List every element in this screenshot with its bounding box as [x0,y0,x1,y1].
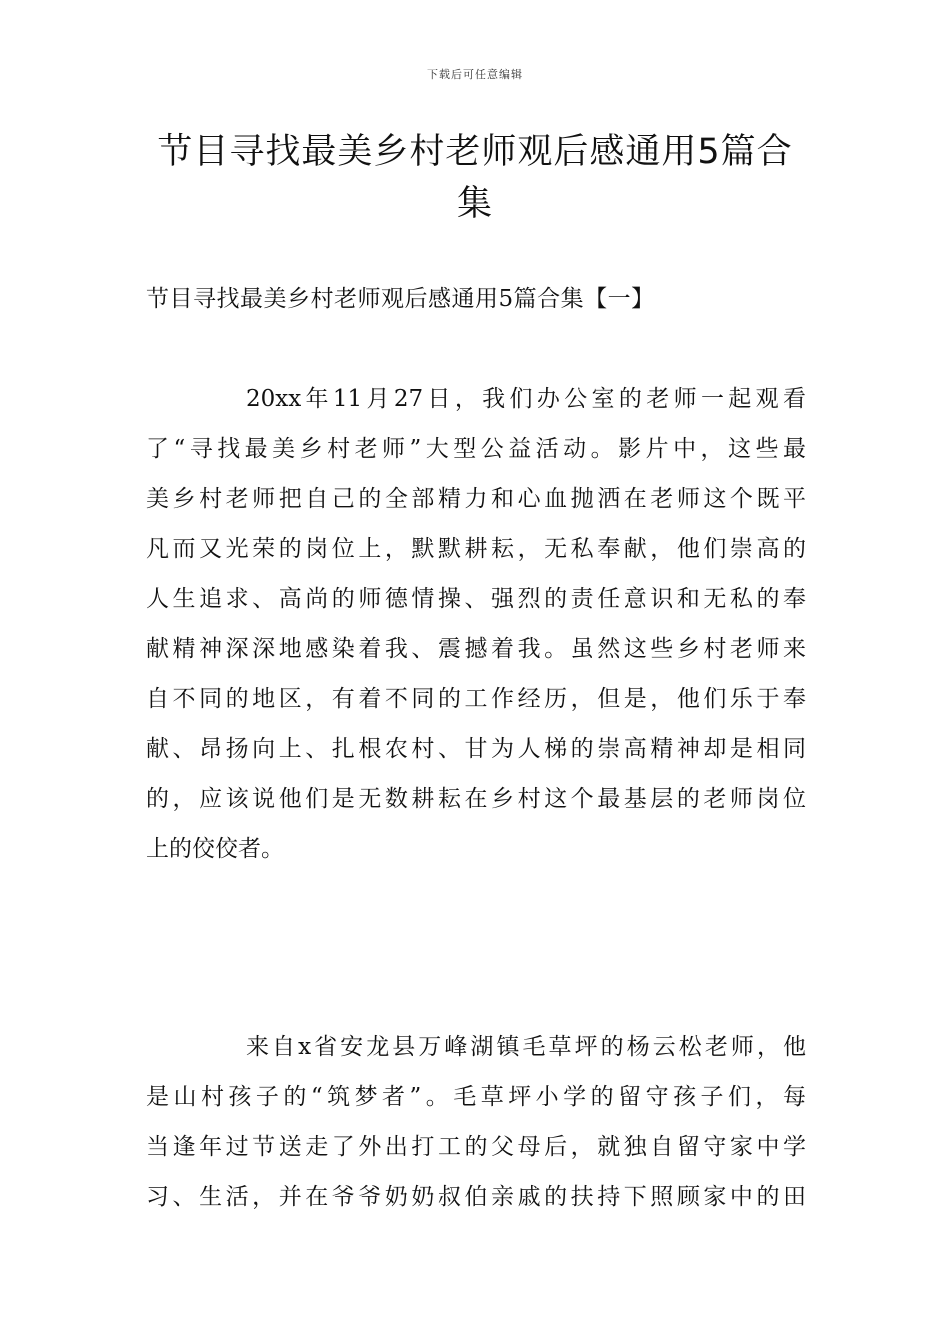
paragraph-line: 20xx年11月27日，我们办公室的老师一起观看 [246,386,806,412]
paragraph-line: 来自x省安龙县万峰湖镇毛草坪的杨云松老师，他 [246,1034,806,1060]
paragraph-line: 的，应该说他们是无数耕耘在乡村这个最基层的老师岗位 [146,786,806,812]
paragraph-line: 上的佼佼者。 [146,836,284,862]
document-title [150,126,800,230]
paragraph-line: 了“寻找最美乡村老师”大型公益活动。影片中，这些最 [146,436,806,462]
paragraph-line: 当逢年过节送走了外出打工的父母后，就独自留守家中学 [146,1134,806,1160]
paragraph-2 [146,1022,806,1222]
paragraph-line: 凡而又光荣的岗位上，默默耕耘，无私奉献，他们崇高的 [146,536,806,562]
paragraph-line: 献精神深深地感染着我、震撼着我。虽然这些乡村老师来 [146,636,806,662]
paragraph-line: 献、昂扬向上、扎根农村、甘为人梯的崇高精神却是相同 [146,736,806,762]
paragraph-line: 人生追求、高尚的师德情操、强烈的责任意识和无私的奉 [146,586,806,612]
paragraph-line: 是山村孩子的“筑梦者”。毛草坪小学的留守孩子们，每 [146,1084,806,1110]
paragraph-line: 自不同的地区，有着不同的工作经历，但是，他们乐于奉 [146,686,806,712]
title-line-2: 集 [456,184,493,224]
section-heading: 节目寻找最美乡村老师观后感通用5篇合集【一】 [146,286,655,312]
title-line-1: 节目寻找最美乡村老师观后感通用5篇合 [157,132,793,172]
header-note: 下载后可任意编辑 [427,68,523,81]
paragraph-line: 习、生活，并在爷爷奶奶叔伯亲戚的扶持下照顾家中的田 [146,1184,806,1210]
paragraph-line: 美乡村老师把自己的全部精力和心血抛洒在老师这个既平 [146,486,806,512]
paragraph-1 [146,374,806,874]
